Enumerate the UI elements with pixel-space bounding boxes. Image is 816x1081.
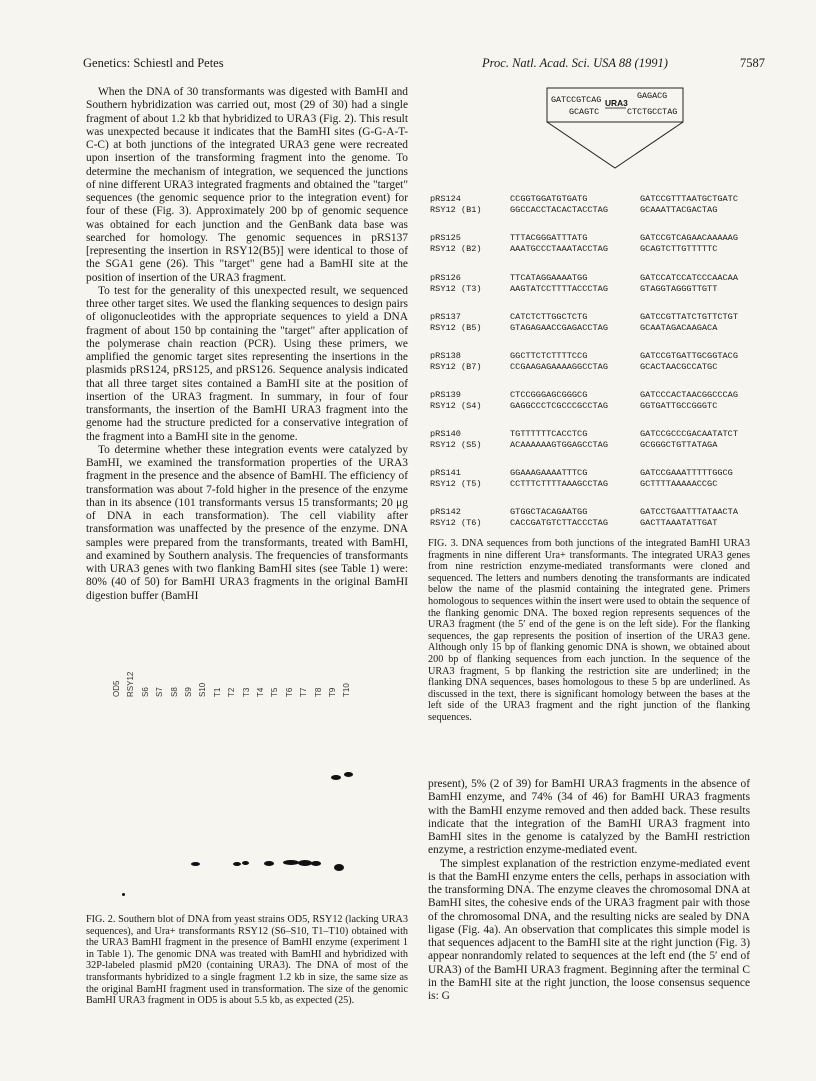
right-flank xyxy=(640,468,733,490)
plasmid-name: pRS124 xyxy=(430,194,461,204)
left-flank-bottom: CACCGATGTCTTACCCTAG xyxy=(510,518,608,528)
plasmid-name: pRS137 xyxy=(430,312,461,322)
strain-name: RSY12 (S5) xyxy=(430,440,482,450)
left-flank-top: TGTTTTTTCACCTCG xyxy=(510,429,588,439)
sequence-row xyxy=(430,390,760,414)
right-flank-top: GATCCGTTTAATGCTGATC xyxy=(640,194,738,204)
left-flank xyxy=(510,390,608,412)
insert-right-top: GAGACG xyxy=(637,91,668,101)
right-flank xyxy=(640,273,738,295)
lane-label: T7 xyxy=(299,687,309,697)
right-flank-bottom: GTAGGTAGGGTTGTT xyxy=(640,284,718,294)
right-flank-bottom: GCACTAACGCCATGC xyxy=(640,362,718,372)
blot-band xyxy=(122,893,125,896)
strain-name: RSY12 (B1) xyxy=(430,205,482,215)
lane-label: S9 xyxy=(184,687,193,697)
blot-band xyxy=(264,861,274,866)
left-flank-bottom: GAGGCCCTCGCCCGCCTAG xyxy=(510,401,608,411)
left-flank-bottom: ACAAAAAAGTGGAGCCTAG xyxy=(510,440,608,450)
left-flank-bottom: AAATGCCCTAAATACCTAG xyxy=(510,244,608,254)
right-flank-top: GATCCCACTAACGGCCCAG xyxy=(640,390,738,400)
sequence-row xyxy=(430,312,760,336)
left-flank-bottom: AAGTATCCTTTTACCCTAG xyxy=(510,284,608,294)
row-label xyxy=(430,312,482,334)
lane-label: T4 xyxy=(256,687,265,697)
blot-band xyxy=(242,861,249,865)
plasmid-name: pRS126 xyxy=(430,273,461,283)
strain-name: RSY12 (B5) xyxy=(430,323,482,333)
right-flank-bottom: GCAGTCTTGTTTTTC xyxy=(640,244,718,254)
right-flank-top: GATCCGAAATTTTTGGCG xyxy=(640,468,733,478)
right-flank-bottom: GCAAATTACGACTAG xyxy=(640,205,718,215)
sequence-row xyxy=(430,507,760,531)
paragraph: When the DNA of 30 transformants was digested with BamHI and Southern hybridization was carried out, most (29 of 30) had a single fragment of about 1.2 kb that hybridized to URA3 (Fig. 2). This result was unexpected because it indicates that the BamHI sites (G-G-A-T-C-C) at both junctions of the integrated URA3 gene were recreated upon insertion of the transforming fragment into the genome. To determine the mechanism of integration, we sequenced the junctions of nine different URA3 integrated fragments and obtained the "target" sequences (the genomic sequence prior to the integration event) for four of these (Fig. 3). Approximately 200 bp of genomic sequence was obtained for each junction and the GenBank data base was searched for homology. The genomic sequences in pRS137 [representing the insertion in RSY12(B5)] were identical to those of the SGA1 gene (26). This "target" gene had a BamHI site at the position of insertion of the URA3 fragment. xyxy=(86,86,408,284)
right-flank-top: GATCCATCCATCCCAACAA xyxy=(640,273,738,283)
lane-label: T2 xyxy=(227,687,237,697)
insert-left-bottom: GCAGTC xyxy=(569,107,600,117)
left-column xyxy=(86,86,408,603)
right-flank-bottom: GACTTAAATATTGAT xyxy=(640,518,718,528)
blot-band xyxy=(298,860,312,866)
left-flank-top: CCGGTGGATGTGATG xyxy=(510,194,588,204)
blot-band xyxy=(191,862,200,866)
left-flank-bottom: CCGAAGAGAAAAGGCCTAG xyxy=(510,362,608,372)
strain-name: RSY12 (S4) xyxy=(430,401,482,411)
left-flank-bottom: GTAGAGAACCGAGACCTAG xyxy=(510,323,608,333)
blot-band xyxy=(311,861,321,866)
right-flank-bottom: GCAATAGACAAGACA xyxy=(640,323,718,333)
sequence-row xyxy=(430,273,760,297)
right-flank xyxy=(640,390,738,412)
blot-band xyxy=(331,775,341,780)
strain-name: RSY12 (T5) xyxy=(430,479,482,489)
row-label xyxy=(430,507,482,529)
right-flank xyxy=(640,507,738,529)
plasmid-name: pRS142 xyxy=(430,507,461,517)
left-flank xyxy=(510,233,608,255)
right-flank xyxy=(640,429,738,451)
left-flank xyxy=(510,273,608,295)
row-label xyxy=(430,468,482,490)
right-flank xyxy=(640,351,738,373)
left-flank-bottom: GGCCACCTACACTACCTAG xyxy=(510,205,608,215)
right-flank xyxy=(640,194,738,216)
caption-text: FIG. 2. Southern blot of DNA from yeast strains OD5, RSY12 (lacking URA3 sequences), and Ura+ transformants RSY12 (S6–S10, T1–T10) obtained with the URA3 BamHI fragment in the presence of BamHI enzyme (experiment 1 in Table 1). The genomic DNA was treated with BamHI and hybridized with 32P-labeled plasmid pM20 (containing URA3). The DNA of most of the transformants hybridized to a single fragment 1.2 kb in size, the same size as the original BamHI fragment used in transformation. The size of the genomic BamHI URA3 fragment in OD5 is about 5.5 kb, as expected (25). xyxy=(86,914,408,1007)
plasmid-name: pRS140 xyxy=(430,429,461,439)
lane-label: S7 xyxy=(155,687,165,697)
running-header-journal: Proc. Natl. Acad. Sci. USA 88 (1991) xyxy=(482,56,668,70)
page-number: 7587 xyxy=(740,56,765,70)
ura3-insert-diagram xyxy=(545,86,685,171)
fig3-caption xyxy=(428,538,750,724)
right-flank xyxy=(640,233,738,255)
left-flank xyxy=(510,507,608,529)
strain-name: RSY12 (T3) xyxy=(430,284,482,294)
plasmid-name: pRS141 xyxy=(430,468,461,478)
right-flank-top: GATCCGTGATTGCGGTACG xyxy=(640,351,738,361)
left-flank-top: CTCCGGGAGCGGGCG xyxy=(510,390,588,400)
left-flank xyxy=(510,468,608,490)
plasmid-name: pRS125 xyxy=(430,233,461,243)
right-flank xyxy=(640,312,738,334)
left-flank xyxy=(510,312,608,334)
blot-band xyxy=(233,862,241,866)
left-flank-bottom: CCTTTCTTTTAAAGCCTAG xyxy=(510,479,608,489)
right-flank-top: GATCCGCCCGACAATATCT xyxy=(640,429,738,439)
sequence-row xyxy=(430,429,760,453)
caption-text: FIG. 3. DNA sequences from both junctions of the integrated BamHI URA3 fragments in nine different Ura+ transformants. The integrated URA3 genes from nine restriction enzyme-mediated transformants were cloned and sequenced. The letters and numbers denoting the transformants are indicated below the name of the plasmid containing the integrated gene. Primers homologous to sequences within the insert were used to obtain the sequence of the flanking genomic DNA. The boxed region represents sequences of the URA3 fragment (the 5′ end of the gene is on the left side). For the flanking sequences, the gap represents the position of insertion of the URA3 gene. Although only 15 bp of flanking genomic DNA is shown, we obtained about 200 bp of flanking sequences from each junction. In the sequence of the URA3 fragment, 5 bp flanking the restriction site are underlined; in the flanking DNA sequences, bases homologous to these 5 bp are underlined. As discussed in the text, there is significant homology between the bases at the left side of the URA3 fragment and the right junction of the flanking sequences. xyxy=(428,538,750,723)
left-flank-top: GGAAAGAAAATTTCG xyxy=(510,468,588,478)
strain-name: RSY12 (T6) xyxy=(430,518,482,528)
row-label xyxy=(430,429,482,451)
sequence-row xyxy=(430,351,760,375)
right-flank-bottom: GCTTTTAAAAACCGC xyxy=(640,479,718,489)
row-label xyxy=(430,194,482,216)
right-flank-bottom: GCGGGCTGTTATAGA xyxy=(640,440,718,450)
row-label xyxy=(430,390,482,412)
row-label xyxy=(430,273,482,295)
lane-label: T6 xyxy=(284,687,294,697)
left-flank-top: GGCTTCTCTTTTCCG xyxy=(510,351,588,361)
insert-right-bottom: CTCTGCCTAG xyxy=(627,107,678,117)
left-flank-top: CATCTCTTGGCTCTG xyxy=(510,312,588,322)
blot-band xyxy=(283,860,299,865)
plasmid-name: pRS138 xyxy=(430,351,461,361)
row-label xyxy=(430,351,482,373)
right-flank-top: GATCCTGAATTTATAACTA xyxy=(640,507,738,517)
lane-label: T10 xyxy=(342,683,352,697)
lane-label: OD5 xyxy=(112,680,121,697)
plasmid-name: pRS139 xyxy=(430,390,461,400)
sequence-row xyxy=(430,468,760,492)
lane-label: T3 xyxy=(241,687,251,697)
insert-center: URA3 xyxy=(605,98,628,108)
right-flank-top: GATCCGTTATCTGTTCTGT xyxy=(640,312,738,322)
blot-band xyxy=(334,864,344,871)
paragraph: The simplest explanation of the restriction enzyme-mediated event is that the BamHI enzyme enters the cells, perhaps in association with the transforming DNA. The enzyme cleaves the chromosomal DNA at BamHI sites, the cohesive ends of the URA3 fragment pair with those of the chromosomal DNA, and the resulting nicks are sealed by DNA ligase (Fig. 4a). An observation that complicates this simple model is that sequences adjacent to the BamHI site at the right junction (Fig. 3) appear nonrandomly related to sequences at the left end (the 5′ end of URA3) of the BamHI URA3 fragment. Beginning after the terminal C in the BamHI site at the right junction, the loose consensus sequence is: G xyxy=(428,857,750,1002)
right-flank-bottom: GGTGATTGCCGGGTC xyxy=(640,401,718,411)
left-flank-top: TTCATAGGAAAATGG xyxy=(510,273,588,283)
left-flank-top: GTGGCTACAGAATGG xyxy=(510,507,588,517)
left-flank xyxy=(510,429,608,451)
paragraph: present), 5% (2 of 39) for BamHI URA3 fragments in the absence of BamHI enzyme, and 74% (34 of 46) for BamHI URA3 fragments with the BamHI enzyme removed and then added back. These results indicate that the integration of the BamHI URA3 fragment into BamHI sites in the genome is catalyzed by the BamHI restriction enzyme, a restriction enzyme-mediated event. xyxy=(428,778,750,857)
sequence-row xyxy=(430,233,760,257)
sequence-row xyxy=(430,194,760,218)
right-flank-top: GATCCGTCAGAACAAAAAG xyxy=(640,233,738,243)
lane-label: S6 xyxy=(140,687,150,697)
blot-band xyxy=(344,772,353,777)
lane-label: T8 xyxy=(313,687,323,697)
lane-label: RSY12 xyxy=(126,671,136,697)
lane-label: T9 xyxy=(328,687,337,697)
lane-label: S10 xyxy=(198,682,208,697)
lane-label: S8 xyxy=(169,687,179,697)
left-flank xyxy=(510,351,608,373)
left-flank xyxy=(510,194,608,216)
lane-label: T5 xyxy=(270,687,280,697)
lane-label: T1 xyxy=(212,687,222,697)
insert-left-top: GATCCGTCAG xyxy=(551,95,602,105)
left-flank-top: TTTACGGGATTTATG xyxy=(510,233,588,243)
strain-name: RSY12 (B2) xyxy=(430,244,482,254)
paragraph: To test for the generality of this unexpected result, we sequenced three other target sites. We used the flanking sequences to design pairs of oligonucleotides with the appropriate sequences to yield a DNA fragment of about 150 bp containing the "target" after application of the polymerase chain reaction (PCR). Using these primers, we amplified the genomic target sites representing the insertions in the plasmids pRS124, pRS125, and pRS126. Sequence analysis indicated that all three target sites contained a BamHI site at the position of insertion of the URA3 fragment. In summary, in four of four transformants, the insertion of the BamHI URA3 fragment into the genome had the structure predicted for a conservative integration of the fragment into a BamHI site in the genome. xyxy=(86,284,408,443)
strain-name: RSY12 (B7) xyxy=(430,362,482,372)
right-column xyxy=(428,778,750,1003)
running-header-left: Genetics: Schiestl and Petes xyxy=(83,56,224,70)
row-label xyxy=(430,233,482,255)
fig2-caption xyxy=(86,914,408,1007)
paragraph: To determine whether these integration events were catalyzed by BamHI, we examined the transformation properties of the URA3 fragment in the presence and the absence of BamHI. The efficiency of transformation was about 7-fold higher in the presence of the enzyme than in its absence (101 transformants versus 15 transformants; 20 μg of DNA in each transformation). The cell viability after transformation was unaffected by the presence of the enzyme. DNA samples were prepared from the transformants, treated with BamHI, and examined by Southern analysis. The frequencies of transformants with URA3 genes with two flanking BamHI sites (see Table 1) were: 80% (40 of 50) for BamHI URA3 fragments in the original BamHI digestion buffer (BamHI xyxy=(86,443,408,602)
